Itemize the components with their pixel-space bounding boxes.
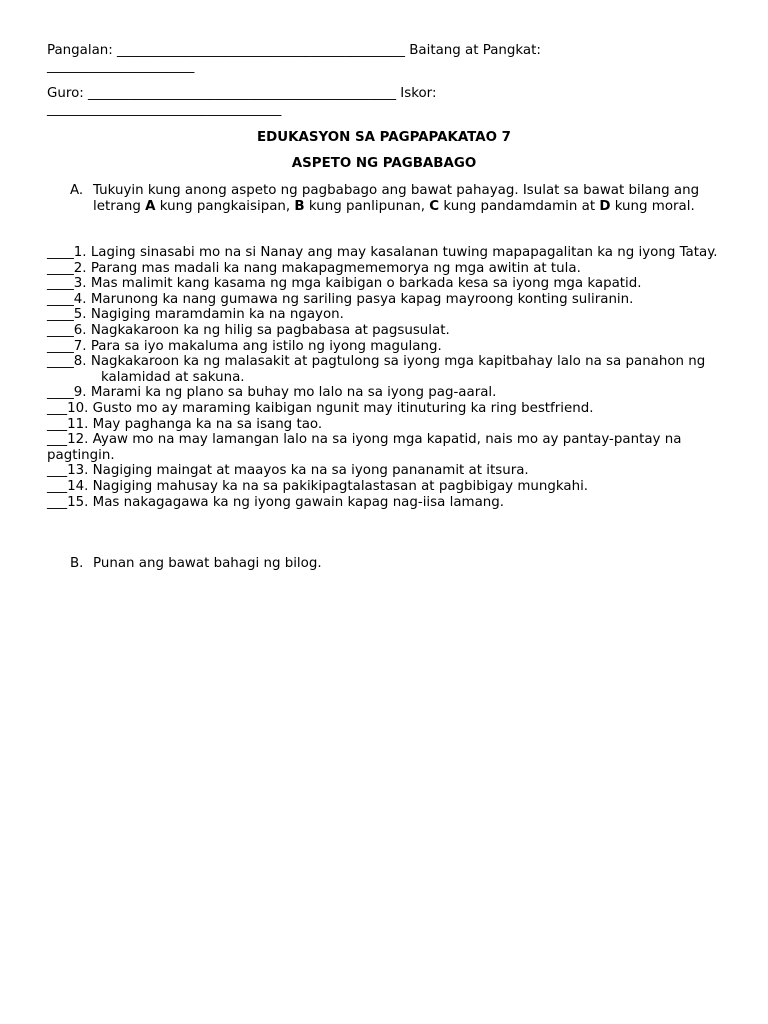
name-section-line: Pangalan: ___________________________________________ Baitang at Pangkat: [47,43,541,58]
list-item: ____7. Para sa iyo makaluma ang istilo ng iyong magulang. [47,338,442,354]
list-item: ____6. Nagkakaroon ka ng hilig sa pagbabasa at pagsusulat. [47,322,450,338]
instruction-b-letter: B. [70,556,84,571]
list-item: ___10. Gusto mo ay maraming kaibigan ngunit may itinuturing ka ring bestfriend. [47,400,594,416]
instruction-b-text: Punan ang bawat bahagi ng bilog. [93,556,322,571]
list-item: ___12. Ayaw mo na may lamangan lalo na sa iyong mga kapatid, nais mo ay pantay-pantay na pagtingin. [47,432,682,463]
list-item: ____1. Laging sinasabi mo na si Nanay ang may kasalanan tuwing mapapagalitan ka ng iyong Tatay. [47,245,718,260]
list-item: ____5. Nagiging maramdamin ka na ngayon. [47,307,344,323]
list-item: ____3. Mas malimit kang kasama ng mga kaibigan o barkada kesa sa iyong mga kapatid. [47,276,642,292]
list-item: ____9. Marami ka ng plano sa buhay mo lalo na sa iyong pag-aaral. [47,385,497,401]
instruction-a-letter: A. [70,183,84,198]
worksheet-subtitle: ASPETO NG PAGBABAGO [291,156,477,171]
list-item: ___13. Nagiging maingat at maayos ka na sa iyong pananamit at itsura. [47,463,529,479]
section-blank-line: ______________________ [47,58,195,74]
student-info-header [47,43,727,117]
list-item: ___11. May paghanga ka na sa isang tao. [47,416,323,432]
list-item: ___14. Nagiging mahusay ka na sa pakikipagtalastasan at pagbibigay mungkahi. [47,478,589,494]
list-item: ____4. Marunong ka nang gumawa ng sariling pasya kapag mayroong konting suliranin. [47,291,634,307]
instruction-a-text: Tukuyin kung anong aspeto ng pagbabago ang bawat pahayag. Isulat sa bawat bilang ang letrang A kung pangkaisipan, B kung panlipunan, C kung pandamdamin at D kung moral. [93,183,700,214]
worksheet-title: EDUKASYON SA PAGPAPAKATAO 7 [256,130,511,145]
list-item: ____8. Nagkakaroon ka ng malasakit at pagtulong sa iyong mga kapitbahay lalo na sa panahon ng kalamidad at sakuna. [47,354,727,385]
list-item-continuation: kalamidad at sakuna. [101,369,245,385]
instruction-b [70,556,730,572]
score-blank-line: ___________________________________ [47,101,282,117]
teacher-score-line: Guro: ______________________________________________ Iskor: [47,86,437,102]
list-item: ___15. Mas nakagagawa ka ng iyong gawain kapag nag-iisa lamang. [47,494,505,510]
item-list [47,245,727,510]
instruction-a [70,183,730,214]
list-item: ____2. Parang mas madali ka nang makapagmememorya ng mga awitin at tula. [47,260,581,276]
